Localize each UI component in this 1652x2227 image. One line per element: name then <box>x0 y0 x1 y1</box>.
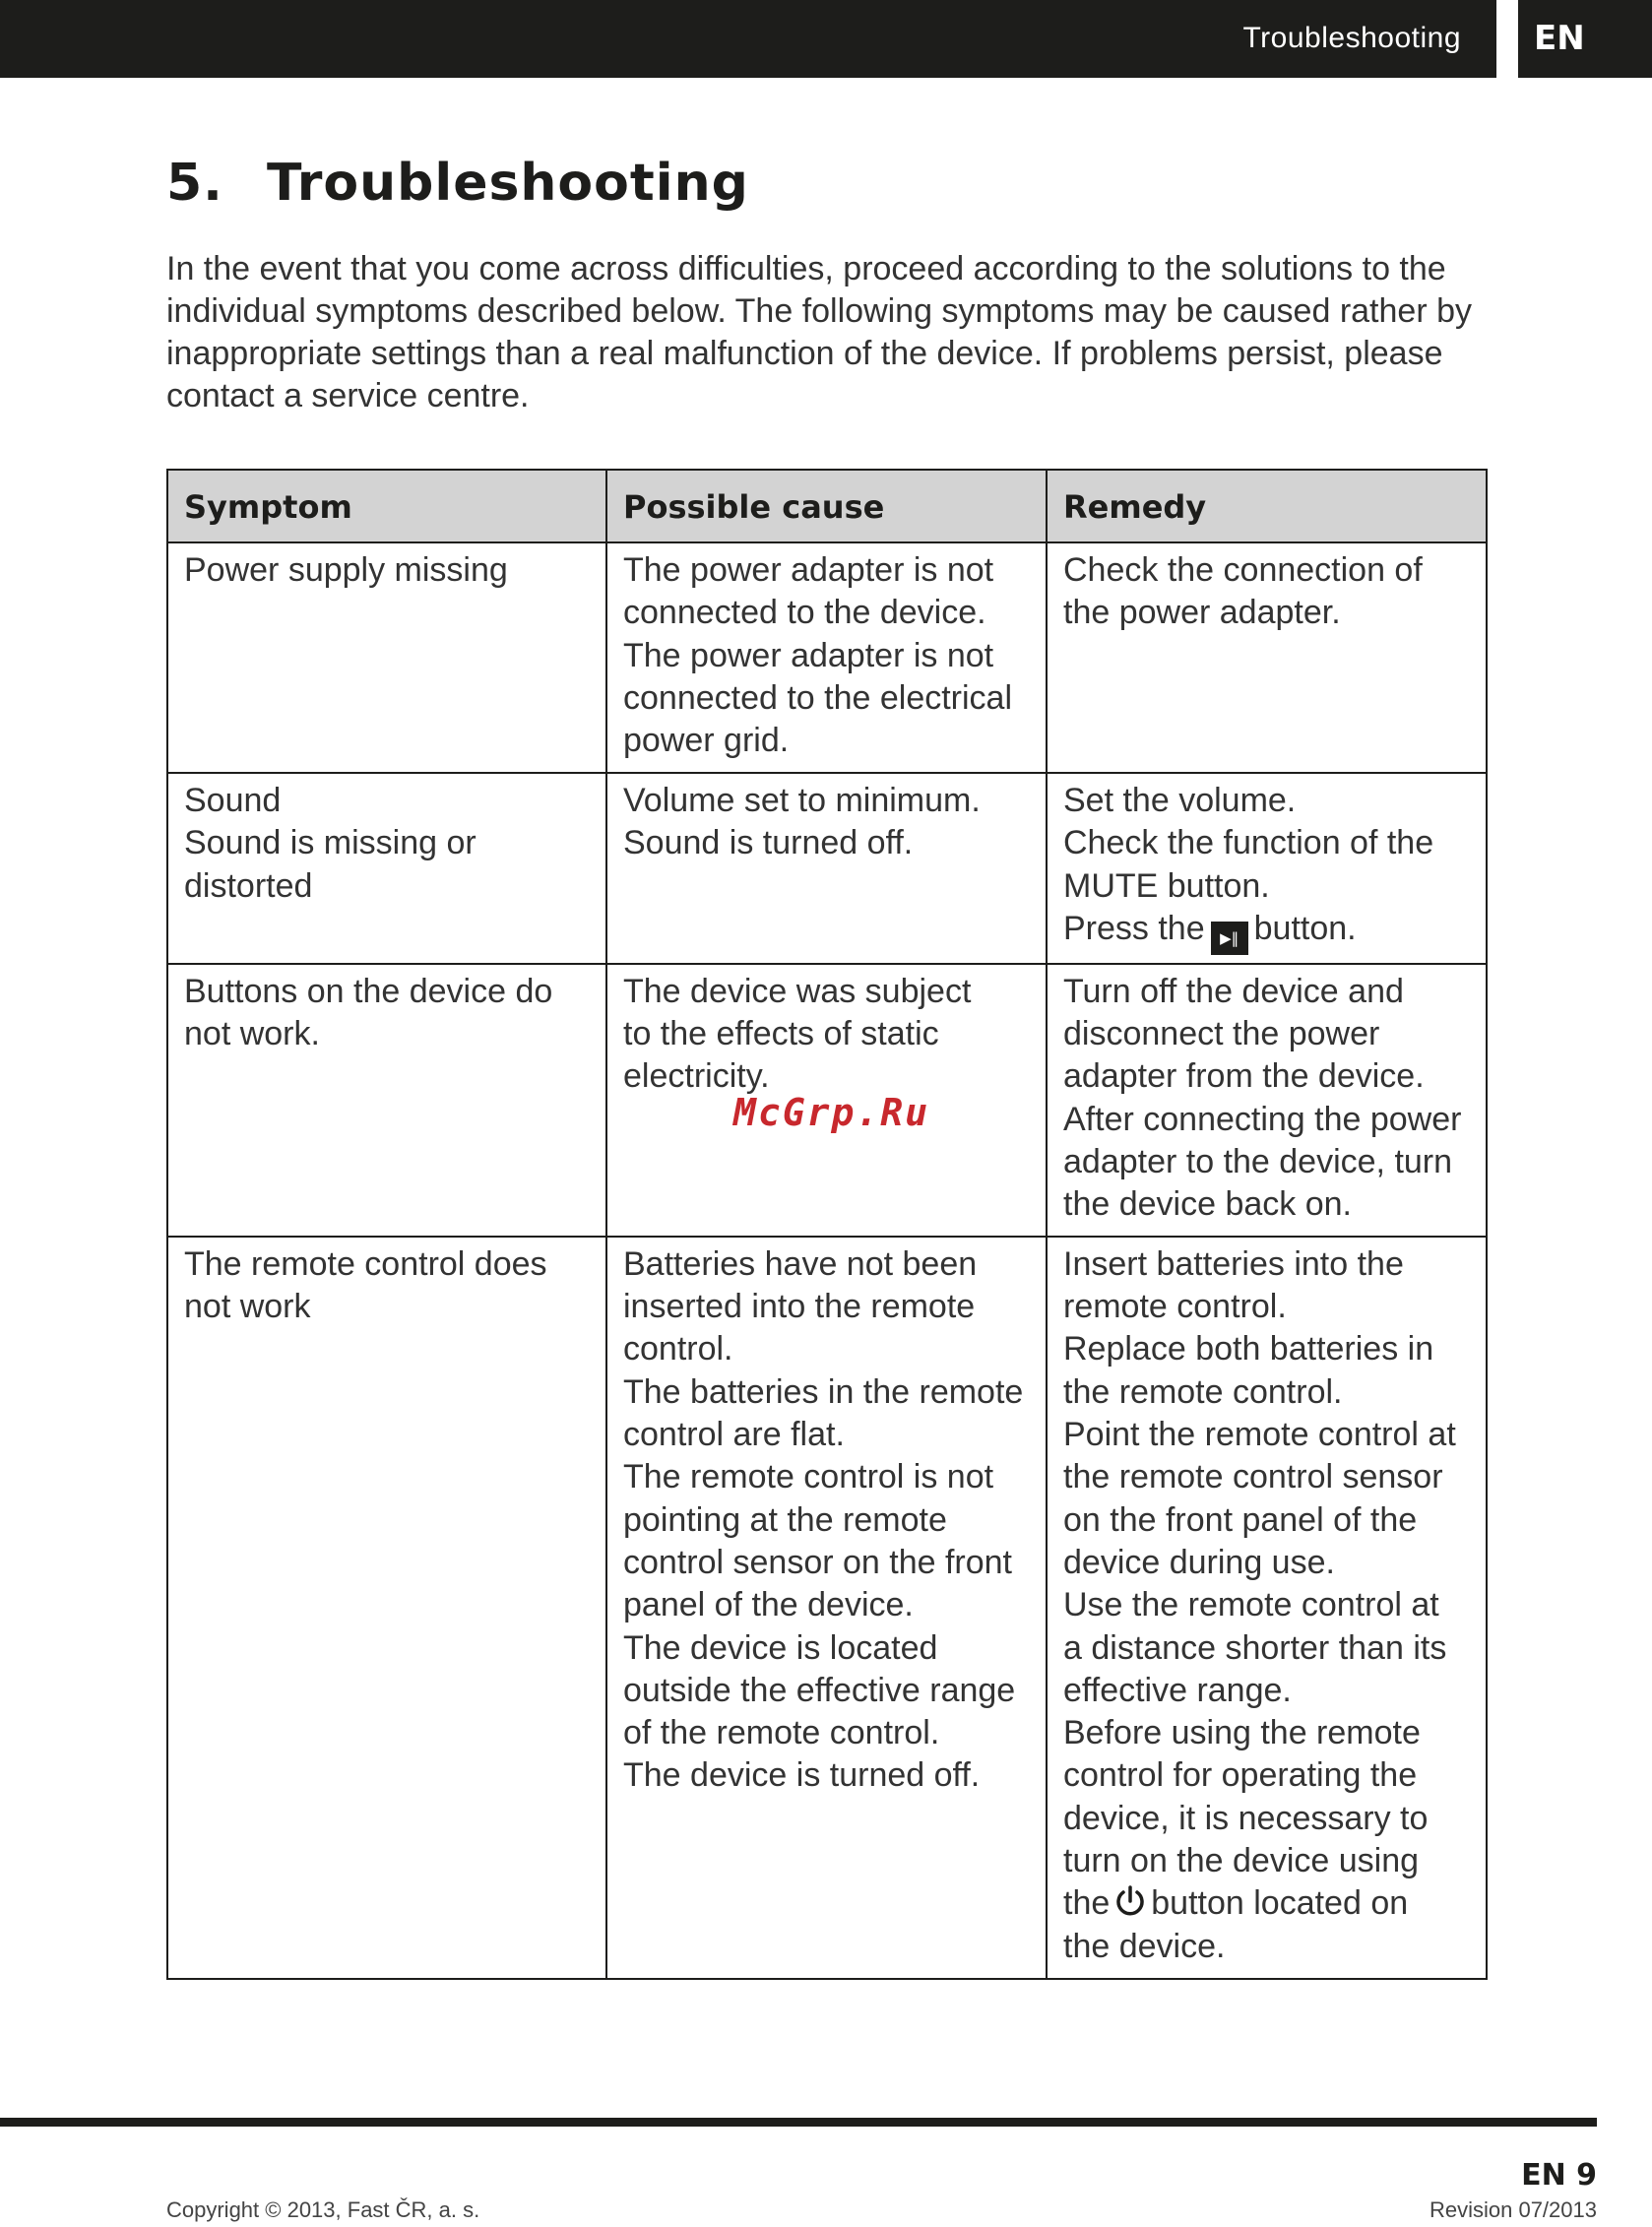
symptom-cell <box>167 542 606 773</box>
symptom-line: not work <box>184 1288 311 1326</box>
copyright: Copyright © 2013, Fast ČR, a. s. <box>166 2197 480 2222</box>
symptom-cell <box>167 1237 606 1979</box>
remedy-cell <box>1047 1237 1487 1979</box>
remedy-line: disconnect the power <box>1063 1015 1380 1053</box>
remedy-line: Insert batteries into the <box>1063 1244 1404 1283</box>
remedy-line: the power adapter. <box>1063 594 1341 632</box>
press-label: Press the <box>1063 909 1205 947</box>
page-number: EN 9 <box>1521 2158 1597 2193</box>
watermark: McGrp.Ru <box>733 1091 930 1134</box>
remedy-line: the device. <box>1063 1927 1226 1965</box>
remedy-cell <box>1047 542 1487 773</box>
remedy-cell <box>1047 964 1487 1237</box>
remedy-line: turn on the device using <box>1063 1842 1420 1880</box>
table-row <box>167 1237 1487 1979</box>
play-pause-icon: ▶‖ <box>1211 922 1248 955</box>
cause-line: The batteries in the remote <box>623 1372 1024 1411</box>
cause-line: The device is located <box>623 1628 938 1667</box>
cause-line: Batteries have not been <box>623 1244 978 1283</box>
cause-line: connected to the electrical <box>623 678 1013 717</box>
remedy-line: adapter to the device, turn <box>1063 1143 1453 1181</box>
header-bar <box>0 0 1496 78</box>
symptom-line: Sound <box>184 782 282 819</box>
remedy-line: the remote control. <box>1063 1372 1343 1411</box>
cause-cell <box>606 773 1047 964</box>
remedy-line: Set the volume. <box>1063 782 1297 819</box>
cause-line: electricity. <box>623 1057 770 1096</box>
cause-cell <box>606 542 1047 773</box>
remedy-line: Before using the remote <box>1063 1714 1421 1752</box>
remedy-line: control for operating the <box>1063 1756 1418 1795</box>
troubleshooting-table <box>166 469 1488 1980</box>
cause-line: of the remote control. <box>623 1714 940 1752</box>
header-possible-cause: Possible cause <box>606 470 1047 542</box>
header-section-title: Troubleshooting <box>1242 22 1461 54</box>
remedy-line: Replace both batteries in <box>1063 1330 1434 1368</box>
cause-line: Sound is turned off. <box>623 824 914 862</box>
remedy-line: a distance shorter than its <box>1063 1628 1447 1667</box>
symptom-line: not work. <box>184 1015 320 1053</box>
table-header-row <box>167 470 1487 542</box>
remedy-line: Use the remote control at <box>1063 1586 1439 1624</box>
remedy-line <box>1063 908 1470 955</box>
cause-line: The power adapter is not <box>623 636 994 674</box>
footer-rule <box>0 2118 1597 2127</box>
the-label: the <box>1063 1884 1111 1923</box>
language-tab: EN <box>1518 0 1652 78</box>
remedy-line: MUTE button. <box>1063 866 1270 905</box>
symptom-line: Sound is missing or <box>184 824 477 862</box>
cause-line: control sensor on the front <box>623 1543 1013 1581</box>
header-remedy: Remedy <box>1047 470 1487 542</box>
revision: Revision 07/2013 <box>1429 2197 1597 2222</box>
cause-line: The device is turned off. <box>623 1756 981 1795</box>
remedy-line: device during use. <box>1063 1543 1335 1581</box>
cause-line: The remote control is not <box>623 1458 994 1496</box>
power-icon <box>1113 1884 1147 1920</box>
cause-line: control. <box>623 1330 733 1368</box>
cause-line: panel of the device. <box>623 1586 914 1624</box>
symptom-cell <box>167 964 606 1237</box>
cause-line: The device was subject <box>623 972 972 1010</box>
cause-cell <box>606 1237 1047 1979</box>
page-title <box>166 154 749 213</box>
remedy-line: device, it is necessary to <box>1063 1799 1429 1837</box>
remedy-line <box>1063 1882 1470 1925</box>
cause-line: inserted into the remote <box>623 1288 976 1326</box>
cause-line: power grid. <box>623 722 790 760</box>
remedy-line: Point the remote control at <box>1063 1416 1456 1454</box>
symptom-line: The remote control does <box>184 1244 547 1283</box>
remedy-line: Check the function of the <box>1063 824 1434 862</box>
cause-line: outside the effective range <box>623 1671 1016 1709</box>
button-label: button. <box>1253 909 1357 947</box>
cause-line: The power adapter is not <box>623 551 994 589</box>
section-title-text: Troubleshooting <box>267 154 749 213</box>
remedy-line: Check the connection of <box>1063 551 1423 589</box>
header-symptom: Symptom <box>167 470 606 542</box>
remedy-cell <box>1047 773 1487 964</box>
symptom-line: Buttons on the device do <box>184 972 553 1010</box>
remedy-line: the device back on. <box>1063 1185 1352 1224</box>
symptom-line: distorted <box>184 866 313 905</box>
table-row <box>167 773 1487 964</box>
table-row <box>167 542 1487 773</box>
cause-line: control are flat. <box>623 1416 845 1454</box>
cause-line: connected to the device. <box>623 594 986 632</box>
button-located-label: button located on <box>1151 1884 1409 1923</box>
remedy-line: effective range. <box>1063 1671 1292 1709</box>
remedy-line: adapter from the device. <box>1063 1057 1425 1096</box>
remedy-line: the remote control sensor <box>1063 1458 1443 1496</box>
remedy-line: on the front panel of the <box>1063 1500 1418 1539</box>
intro-paragraph: In the event that you come across difficulties, proceed according to the solutions to the individual symptoms described below. The following symptoms may be caused rather by inappropriate settings than a real malfunction of the device. If problems persist, please contact a service centre. <box>166 250 1472 414</box>
symptom-line: Power supply missing <box>184 551 508 589</box>
remedy-line: After connecting the power <box>1063 1100 1462 1138</box>
cause-line: Volume set to minimum. <box>623 782 981 819</box>
cause-line: pointing at the remote <box>623 1500 947 1539</box>
cause-line: to the effects of static <box>623 1015 939 1053</box>
remedy-line: Turn off the device and <box>1063 972 1404 1010</box>
section-number: 5. <box>166 154 223 213</box>
symptom-cell <box>167 773 606 964</box>
remedy-line: remote control. <box>1063 1288 1287 1326</box>
